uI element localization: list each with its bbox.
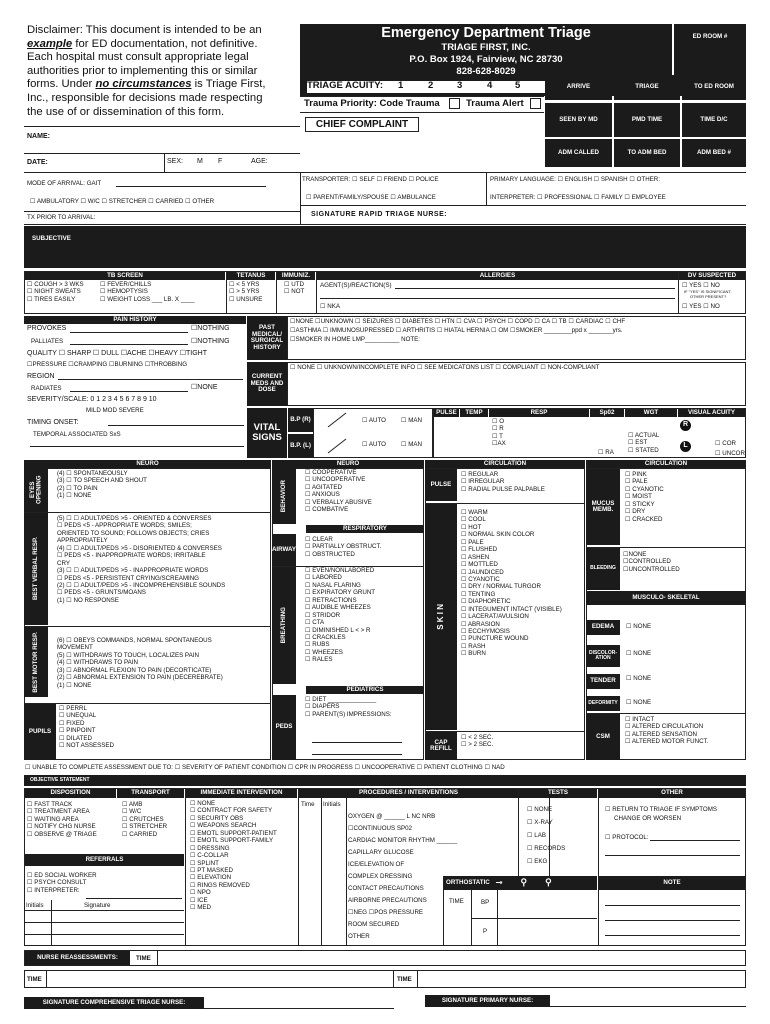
transport-head: TRANSPORT (117, 789, 184, 798)
transporter-row2[interactable]: ☐ PARENT/FAMILY/SPOUSE ☐ AMBULANCE (306, 194, 436, 201)
mucus-label: MUCUS MEMB. (586, 469, 620, 545)
quality[interactable]: QUALITY ☐ SHARP ☐ DULL ☐ACHE ☐HEAVY ☐TIGHT (27, 350, 207, 357)
bp-right-auto[interactable]: ☐ AUTO (362, 417, 386, 424)
motor-items: (6) ☐ OBEYS COMMANDS, NORMAL SPONTANEOUS MOVEMENT (5) ☐ WITHDRAWS TO TOUCH, LOCALIZES PAIN (4) ☐ WITHDRAWS TO PAIN (3) ☐ ABNORMAL FLEXION TO PAIN (DECORTICATE) (2) ☐ ABNORMAL EXTENSION TO PAIN (DECEREBRATE) (1) ☐ NONE (57, 637, 223, 689)
behavior-label: BEHAVIOR (272, 468, 296, 524)
pediatrics-head: PEDIATRICS (306, 686, 424, 694)
respiratory-head: RESPIRATORY (306, 525, 424, 533)
reassess-time-1[interactable]: TIME (136, 955, 151, 962)
severity-scale[interactable]: SEVERITY/SCALE: 0 1 2 3 4 5 6 7 8 9 10 (27, 396, 157, 403)
mucus-items: ☐ PINK ☐ PALE ☐ CYANOTIC ☐ MOIST ☐ STICKY ☐ DRY ☐ CRACKED (625, 471, 664, 523)
proc-time-head: Time (301, 801, 315, 808)
bleeding-items: ☐NONE ☐CONTROLLED ☐UNCONTROLLED (623, 551, 680, 573)
company-phone: 828-628-8029 (456, 66, 516, 78)
tests-head: TESTS (519, 789, 597, 798)
skin-items: ☐ WARM ☐ COOL ☐ HOT ☐ NORMAL SKIN COLOR ☐ PALE ☐ FLUSHED ☐ ASHEN ☐ MOTTLED ☐ JAUNDICED ☐ CYANOTIC ☐ DRY / NORMAL TURGOR ☐ TENTING ☐ DIAPHORETIC ☐ INTEGUMENT INTACT (VISIBLE) ☐ LACERAT/AVULSION ☐ ABRASION ☐ ECCHYMOSIS ☐ PUNCTURE WOUND ☐ RASH ☐ BURN (461, 509, 562, 658)
circ-pulse-items: ☐ REGULAR ☐ IRREGULAR ☐ RADIAL PULSE PALPABLE (461, 471, 545, 493)
radiates[interactable]: RADIATES (31, 385, 62, 392)
acuity-level-2[interactable]: 2 (428, 80, 434, 91)
provokes-nothing[interactable]: ☐NOTHING (191, 325, 230, 332)
orth-time: TIME (449, 898, 464, 905)
objective-statement: OBJECTIVE STATEMENT (24, 775, 746, 786)
proc-initials-head: Initials (323, 801, 341, 808)
mode-of-arrival[interactable]: MODE OF ARRIVAL: GAIT (27, 180, 102, 187)
eyes-items: (4) ☐ SPONTANEOUSLY (3) ☐ TO SPEECH AND SHOUT (2) ☐ TO PAIN (1) ☐ NONE (57, 470, 147, 500)
edema-none[interactable]: ☐ NONE (626, 623, 652, 630)
verbal-items: (5) ☐ ☐ ADULT/PEDS >5 - ORIENTED & CONVERSES ☐ PEDS <5 - APPROPRIATE WORDS; SMILES; ORIENTED TO SOUND; FOLLOWS OBJECTS; CRIES APPROPRIATELY (4) ☐ ☐ ADULT/PEDS >5 - DISORIENTED & CONVERSES ☐ PEDS <5 - INAPPROPRIATE WORDS; IRRITABLE CRY (3) ☐ ☐ ADULT/PEDS >5 - INAPPROPRIATE WORDS ☐ PEDS <5 - PERSISTENT CRYING/SCREAMING (2) ☐ ☐ ADULT/PEDS >5 - INCOMPREHENSIBLE SOUNDS ☐ PEDS <5 - GRUNTS/MOANS (1) ☐ NO RESPONSE (57, 515, 226, 604)
tender-label: TENDER (586, 674, 620, 689)
unable-to-complete[interactable]: ☐ UNABLE TO COMPLETE ASSESSMENT DUE TO: ☐ SEVERITY OF PATIENT CONDITION ☐ CPR IN PROGRESS ☐ UNCOOPERATIVE ☐ PATIENT CLOTHING ☐ NAD (25, 764, 505, 771)
neuro-head-mid: NEURO (272, 460, 424, 468)
palliates-nothing[interactable]: ☐NOTHING (191, 338, 230, 345)
eyes-opening-label: EYES OPENING (24, 468, 48, 512)
standing-icon: ⚲ (545, 877, 552, 888)
bp-left: B.P. (L) (288, 434, 313, 458)
meds-block: CURRENT MEDS AND DOSE (247, 362, 287, 406)
meds-row[interactable]: ☐ NONE ☐ UNKNOWN/INCOMPLETE INFO ☐ SEE MEDICATONS LIST ☐ COMPLIANT ☐ NON-COMPLIANT (290, 364, 600, 371)
resp-head: RESP (489, 409, 589, 417)
seen-by-md-time[interactable]: SEEN BY MD (545, 103, 612, 137)
bleeding-label: BLEEDING (586, 548, 620, 590)
circulation-head-mid: CIRCULATION (425, 460, 585, 468)
tests-items: ☐ NONE ☐ X-RAY ☐ LAB ☐ RECORDS ☐ EKG (527, 806, 566, 865)
interpreter-row[interactable]: INTERPRETER: ☐ PROFESSIONAL ☐ FAMILY ☐ EMPLOYEE (490, 194, 666, 201)
temporal-assoc[interactable]: TEMPORAL ASSOCIATED SxS (33, 431, 121, 438)
peds-items: ☐ DIET ______________ ☐ DIAPERS ☐ PARENT(S) IMPRESSIONS: (305, 696, 392, 718)
wgt-head: WGT (625, 409, 677, 417)
sex-f[interactable]: F (218, 158, 223, 165)
referrals-head: REFERRALS (25, 854, 184, 866)
bp-left-man[interactable]: ☐ MAN (401, 441, 423, 448)
dv-yes-no[interactable]: ☐ YES ☐ NO (682, 282, 720, 289)
subjective-block: SUBJECTIVE (24, 226, 746, 268)
trauma-alert-checkbox[interactable] (530, 98, 541, 109)
severity-labels: MILD MOD SEVERE (86, 407, 144, 414)
breathing-label: BREATHING (272, 567, 296, 684)
pulse-label: PULSE (425, 469, 457, 501)
temp-route: ☐ O ☐ R ☐ T ☐AX (492, 418, 506, 448)
tb-col1: ☐ COUGH > 3 WKS ☐ NIGHT SWEATS ☐ TIRES EASILY (27, 281, 84, 303)
cap-refill-label: CAP REFILL (425, 732, 457, 760)
tetanus-items: ☐ < 5 YRS ☐ > 5 YRS ☐ UNSURE (229, 281, 263, 303)
primary-language[interactable]: PRIMARY LANGUAGE: ☐ ENGLISH ☐ SPANISH ☐ OTHER: (490, 176, 660, 183)
airway-items: ☐ CLEAR ☐ PARTIALLY OBSTRUCT. ☐ OBSTRUCTED (305, 536, 382, 558)
orth-bp: BP (481, 899, 490, 906)
neuro-head-left: NEURO (24, 460, 271, 468)
allergy-agents[interactable]: AGENT(S)/REACTION(S) (320, 282, 392, 289)
form-title: Emergency Department Triage (381, 25, 591, 41)
sex-m[interactable]: M (197, 158, 203, 165)
sig-comprehensive-nurse[interactable]: SIGNATURE COMPREHENSIVE TRIAGE NURSE: (24, 997, 204, 1009)
allergy-nka[interactable]: ☐ NKA (320, 303, 340, 310)
arrive-time[interactable]: ARRIVE (545, 75, 612, 100)
transport-items: ☐ AMB ☐ W/C ☐ CRUTCHES ☐ STRETCHER ☐ CARRIED (122, 801, 168, 838)
edema-label: EDEMA (586, 620, 620, 635)
discoloration-label: DISCOLOR- ATION (586, 645, 620, 667)
reassess-time-3[interactable]: TIME (397, 976, 412, 983)
ed-room-block[interactable]: ED ROOM # (674, 24, 746, 96)
acuity-level-3[interactable]: 3 (457, 80, 463, 91)
to-ed-room-time[interactable]: TO ED ROOM (682, 75, 746, 100)
pupils-items: ☐ PERRL ☐ UNEQUAL ☐ FIXED ☐ PINPOINT ☐ DILATED ☐ NOT ASSESSED (59, 705, 114, 750)
sitting-icon: ⚲ (520, 877, 528, 888)
immuniz-head: IMMUNIZ. (277, 272, 315, 280)
nurse-reassessments: NURSE REASSESSMENTS: (25, 951, 130, 965)
vital-signs-label: VITAL SIGNS (247, 408, 287, 458)
peds-label: PEDS (272, 695, 296, 760)
immuniz-items: ☐ UTD ☐ NOT (284, 281, 305, 296)
discoloration-none[interactable]: ☐ NONE (626, 650, 652, 657)
deformity-label: DEFORMITY (586, 696, 620, 711)
temp-head: TEMP (460, 409, 488, 417)
adm-called-time[interactable]: ADM CALLED (545, 139, 612, 167)
bp-right-slash (326, 411, 348, 429)
csm-label: CSM (586, 714, 620, 760)
acuity-level-5[interactable]: 5 (515, 80, 521, 91)
radiates-none[interactable]: ☐NONE (191, 384, 218, 391)
trauma-alert-label: Trauma Alert (466, 98, 524, 109)
bp-left-slash (326, 437, 348, 455)
transporter-row1[interactable]: TRANSPORTER: ☐ SELF ☐ FRIEND ☐ POLICE (302, 176, 439, 183)
triage-time[interactable]: TRIAGE (614, 75, 680, 100)
reassess-time-2[interactable]: TIME (27, 976, 42, 983)
acuity-level-4[interactable]: 4 (487, 80, 493, 91)
orthostatic-head: ORTHOSTATIC ⊸ ⚲ ⚲ (444, 876, 597, 890)
referral-signature: Signature (84, 902, 111, 909)
intervention-items: ☐ NONE ☐ CONTRACT FOR SAFETY ☐ SECURITY OBS ☐ WEAPONS SEARCH ☐ EMOTL SUPPORT-PATIENT ☐ EMOTL SUPPORT-FAMILY ☐ DRESSING ☐ C-COLLAR ☐ SPLINT ☐ PT MASKED ☐ ELEVATION ☐ RINGS REMOVED ☐ NPO ☐ ICE ☐ MED (190, 800, 277, 912)
arrival-options[interactable]: ☐ AMBULATORY ☐ W/C ☐ STRETCHER ☐ CARRIED ☐ OTHER (30, 198, 215, 205)
weight-type: ☐ ACTUAL ☐ EST ☐ STATED (628, 432, 660, 454)
disposition-head: DISPOSITION (25, 789, 116, 798)
trauma-code-label: Trauma Priority: Code Trauma (304, 98, 440, 109)
lying-icon: ⊸ (495, 877, 503, 887)
rapid-triage-signature[interactable]: SIGNATURE RAPID TRIAGE NURSE: (311, 211, 448, 218)
skin-label: S K I N (425, 504, 457, 730)
visual-acuity-head: VISUAL ACUITY (678, 409, 745, 417)
tb-col2: ☐ FEVER/CHILLS ☐ HEMOPTYSIS ☐ WEIGHT LOSS ___ LB. X ____ (100, 281, 195, 303)
tx-prior-arrival[interactable]: TX PRIOR TO ARRIVAL: (27, 214, 96, 221)
pain-history-head: PAIN HISTORY (24, 316, 246, 324)
quality-2[interactable]: ☐PRESSURE ☐CRAMPING ☐BURNING ☐THROBBING (27, 361, 188, 368)
cap-refill-items: ☐ < 2 SEC. ☐ > 2 SEC. (461, 734, 494, 749)
tb-screen-head: TB SCREEN (25, 272, 225, 280)
bp-right-man[interactable]: ☐ MAN (401, 417, 423, 424)
bp-right: B.P (R) (288, 408, 313, 432)
procedures-head: PROCEDURES / INTERVENTIONS (299, 789, 518, 798)
chief-complaint-label: CHIEF COMPLAINT (305, 117, 419, 132)
pmh-row2[interactable]: ☐ASTHMA ☐ IMMUNOSUPRESSED ☐ ARTHRITIS ☐ HIATAL HERNIA ☐ OM ☐SMOKER ________ppd x _______yrs. (290, 327, 623, 334)
adm-bed-number[interactable]: ADM BED # (682, 139, 746, 167)
motor-resp-label: BEST MOTOR RESP. (24, 627, 48, 697)
verbal-resp-label: BEST VERBAL RESP. (24, 513, 48, 625)
trauma-code-checkbox[interactable] (449, 98, 460, 109)
circulation-head-right: CIRCULATION (586, 460, 746, 468)
pmh-block: PAST MEDICAL/ SURGICAL HISTORY (247, 316, 287, 360)
region[interactable]: REGION (27, 373, 55, 380)
referrals-items: ☐ ED SOCIAL WORKER ☐ PSYCH CONSULT ☐ INTERPRETER: (27, 872, 97, 894)
va-uncor[interactable]: ☐ UNCOR (715, 450, 745, 457)
age-field[interactable]: AGE: (251, 158, 268, 165)
acuity-level-1[interactable]: 1 (398, 80, 404, 91)
company-address: P.O. Box 1924, Fairview, NC 28730 (409, 54, 563, 66)
other-head: OTHER (599, 789, 745, 798)
deformity-none[interactable]: ☐ NONE (626, 699, 652, 706)
time-dc[interactable]: TIME D/C (682, 103, 746, 137)
pmh-row3[interactable]: ☐SMOKER IN HOME LMP__________ NOTE: (290, 336, 421, 343)
breathing-items: ☐ EVEN/NONLABORED ☐ LABORED ☐ NASAL FLARING ☐ EXPIRATORY GRUNT ☐ RETRACTIONS ☐ AUDIBLE WHEEZES ☐ STRIDOR ☐ CTA ☐ DIMINISHED L < > R ☐ CRACKLES ☐ RUBS ☐ WHEEZES ☐ RALES (305, 567, 376, 664)
referral-initials: Initials (26, 902, 44, 909)
msk-head: MUSCULO- SKELETAL (586, 591, 746, 605)
name-field[interactable]: NAME: (27, 133, 50, 140)
airway-label: AIRWAY (272, 534, 296, 566)
triage-acuity-label: TRIAGE ACUITY: (307, 80, 383, 91)
to-adm-bed-time[interactable]: TO ADM BED (614, 139, 680, 167)
sex-label: SEX: (167, 158, 183, 165)
pupils-label: PUPILS (24, 704, 56, 760)
dv-other-present[interactable]: ☐ YES ☐ NO (682, 303, 720, 310)
spo2-head: Sp02 (590, 409, 624, 417)
dv-head: DV SUSPECTED (679, 272, 745, 280)
bp-left-auto[interactable]: ☐ AUTO (362, 441, 386, 448)
return-to-triage[interactable]: ☐ RETURN TO TRIAGE IF SYMPTOMS (605, 806, 718, 813)
va-cor[interactable]: ☐ COR (715, 440, 737, 447)
immediate-intervention-head: IMMEDIATE INTERVENTION (186, 789, 297, 798)
disclaimer: Disclaimer: This document is intended to be an example for ED documentation, not definitive. Each hospital must consult appropriate legal authorities prior to implementing this or similar forms. Under no circumstances is Triage First, Inc., responsible for decisions made respecting the use of or dissemination of this form. (27, 24, 266, 118)
tender-none[interactable]: ☐ NONE (626, 675, 652, 682)
company-name: TRIAGE FIRST, INC. (441, 42, 531, 54)
palliates[interactable]: PALLIATES (31, 338, 64, 345)
pulse-head: PULSE (434, 409, 459, 417)
pmh-row1[interactable]: ☐NONE ☐UNKNOWN ☐ SEIZURES ☐ DIABETES ☐ HTN ☐ CVA ☐ PSYCH ☐ COPD ☐ CA ☐ TB ☐ CARDIAC ☐ CHF (290, 318, 626, 325)
csm-items: ☐ INTACT ☐ ALTERED CIRCULATION ☐ ALTERED SENSATION ☐ ALTERED MOTOR FUNCT. (625, 716, 709, 746)
date-field[interactable]: DATE: (27, 159, 48, 166)
allergies-head: ALLERGIES (317, 272, 678, 280)
pmd-time[interactable]: PMD TIME (614, 103, 680, 137)
protocol[interactable]: ☐ PROTOCOL: (605, 834, 649, 841)
timing-onset[interactable]: TIMING ONSET: (27, 419, 79, 426)
spo2-ra[interactable]: ☐ RA (598, 449, 614, 456)
note-head: NOTE (599, 876, 745, 890)
procedure-items: OXYGEN @ ______ L NC NRB ☐CONTINUOUS SP02 CARDIAC MONITOR RHYTHM ______ CAPILLARY GLUCOSE ICE/ELEVATION OF COMPLEX DRESSING CONTACT PRECAUTIONS AIRBORNE PRECAUTIONS ☐NEG ☐POS PRESSURE ROOM SECURED OTHER (348, 813, 458, 940)
sig-primary-nurse[interactable]: SIGNATURE PRIMARY NURSE: (425, 995, 550, 1007)
tetanus-head: TETANUS (227, 272, 275, 280)
va-right-icon: R (680, 420, 691, 431)
va-left-icon: L (680, 441, 691, 452)
orth-p: P (483, 928, 488, 935)
behavior-items: ☐ COOPERATIVE ☐ UNCOOPERATIVE ☐ AGITATED ☐ ANXIOUS ☐ VERBALLY ABUSIVE ☐ COMBATIVE (305, 469, 372, 514)
provokes[interactable]: PROVOKES (27, 325, 67, 332)
disposition-items: ☐ FAST TRACK ☐ TREATMENT AREA ☐ WAITING AREA ☐ NOTIFY CHG NURSE ☐ OBSERVE @ TRIAGE (27, 801, 97, 838)
